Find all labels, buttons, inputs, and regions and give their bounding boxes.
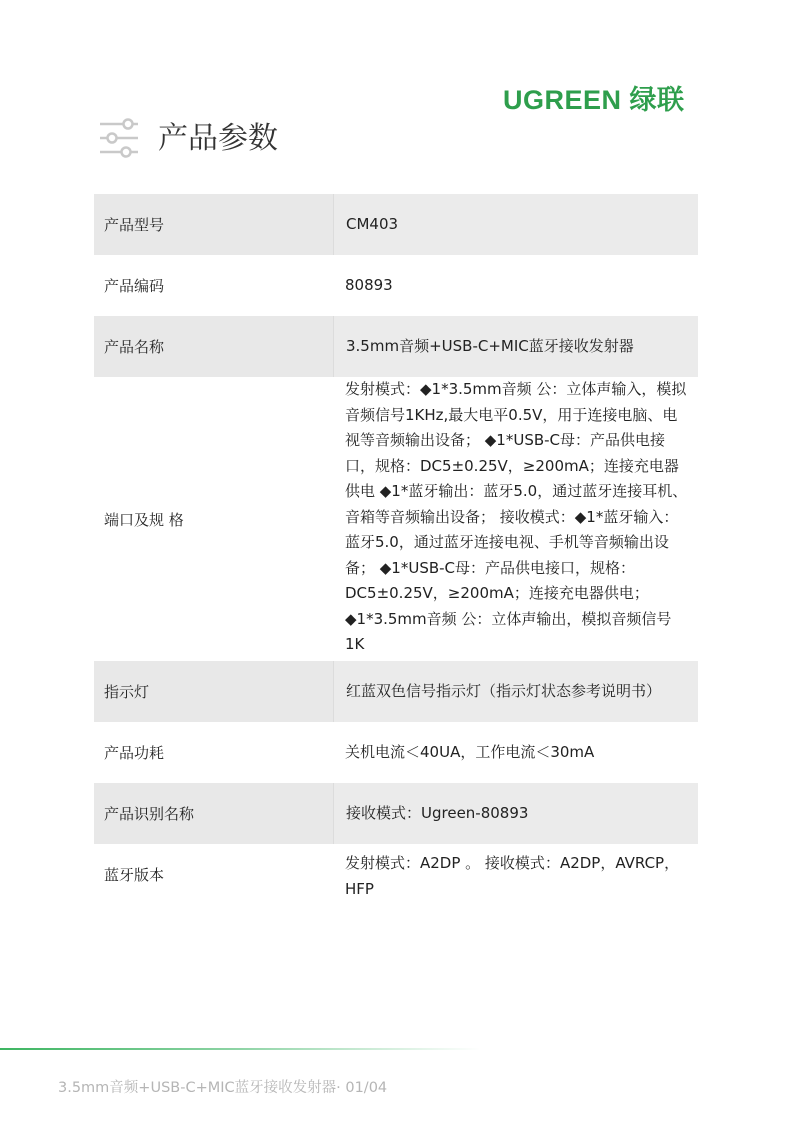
spec-value: 红蓝双色信号指示灯（指示灯状态参考说明书） (333, 661, 698, 722)
sliders-icon (98, 118, 142, 158)
spec-row-indicator (94, 661, 698, 722)
ugreen-logo: UGREEN 绿联 (503, 85, 685, 115)
spec-label: 蓝牙版本 (104, 866, 165, 884)
spec-value: 接收模式：Ugreen-80893 (333, 783, 698, 844)
spec-row-code (94, 255, 698, 316)
footer-text: 3.5mm音频+USB-C+MIC蓝牙接收发射器· 01/04 (58, 1080, 388, 1096)
spec-row-power (94, 722, 698, 783)
spec-row-ports (94, 377, 698, 661)
spec-value: 80893 (345, 275, 393, 294)
spec-value: 3.5mm音频+USB-C+MIC蓝牙接收发射器 (333, 316, 698, 377)
spec-label: 产品型号 (104, 216, 165, 234)
spec-row-name (94, 316, 698, 377)
spec-value: 发射模式：A2DP 。 接收模式：A2DP，AVRCP，HFP (345, 854, 680, 898)
spec-table (94, 194, 698, 905)
page-title: 产品参数 (158, 121, 278, 156)
spec-label: 产品编码 (104, 277, 165, 295)
spec-row-bluetooth (94, 844, 698, 905)
spec-label: 产品名称 (104, 338, 165, 356)
spec-row-identifier (94, 783, 698, 844)
spec-label: 指示灯 (104, 683, 150, 701)
spec-label: 产品识别名称 (104, 805, 195, 823)
spec-value: 关机电流＜40UA，工作电流＜30mA (345, 742, 595, 761)
spec-value: 发射模式：◆1*3.5mm音频 公：立体声输入，模拟音频信号1KHz,最大电平0.5V，用于连接电脑、电视等音频输出设备； ◆1*USB-C母：产品供电接口，规格：DC5±0.25V，≥200mA；连接充电器供电 ◆1*蓝牙输出：蓝牙5.0，通过蓝牙连接耳机、音箱等音频输出设备； 接收模式：◆1*蓝牙输入：蓝牙5.0，通过蓝牙连接电视、手机等音频输出设备； ◆1*USB-C母：产品供电接口，规格：DC5±0.25V，≥200mA；连接充电器供电； ◆1*3.5mm音频 公：立体声输出，模拟音频信号1K (345, 380, 688, 653)
footer-divider (0, 1048, 480, 1050)
spec-row-model (94, 194, 698, 255)
spec-label: 端口及规 格 (104, 510, 184, 529)
spec-label: 产品功耗 (104, 744, 165, 762)
spec-value: CM403 (333, 194, 698, 255)
